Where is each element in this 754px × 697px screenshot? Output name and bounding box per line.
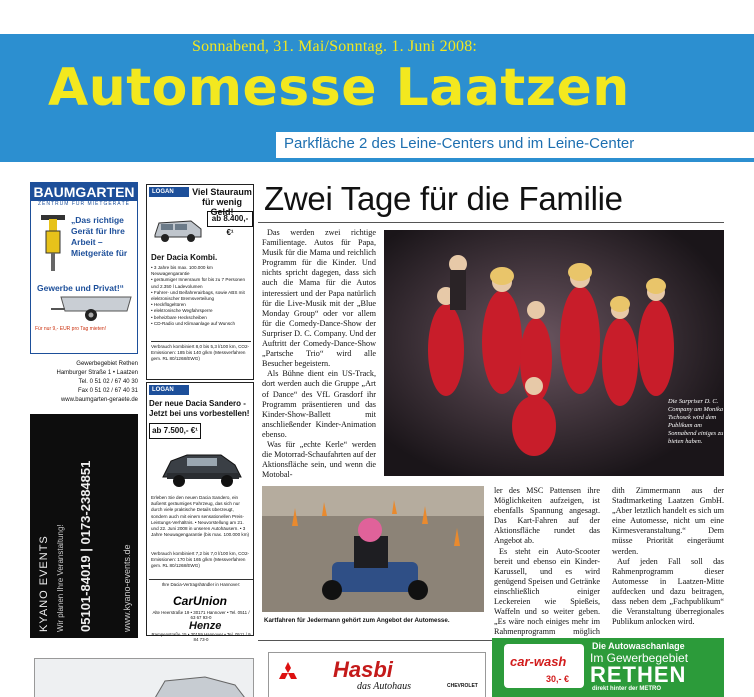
baumgarten-price: Für nur 9,- EUR pro Tag mieten! xyxy=(35,326,107,332)
baumgarten-tagline: ZENTRUM FÜR MIETGERÄTE xyxy=(38,201,130,207)
dacia-kombi-price: ab 8.400,- €¹ xyxy=(207,211,253,227)
feature-item: • elektronische Wegfahrsperre xyxy=(151,308,213,314)
address-line[interactable]: www.baumgarten-geraete.de xyxy=(60,397,138,403)
baumgarten-claim: „Das richtige Gerät für Ihre Arbeit – Mietgeräte für xyxy=(71,215,128,258)
article-column-2 xyxy=(494,486,600,648)
dacia-ad-column xyxy=(146,184,254,642)
photo-caption: Die Surpriser D. C. Company um Monika Tschosek wird dem Publikum am Sonnabend einiges zu bieten haben. xyxy=(668,398,724,445)
baumgarten-logo: BAUMGARTEN xyxy=(31,183,137,201)
car-icon xyxy=(35,659,255,697)
article-column-1 xyxy=(262,228,376,480)
dacia-sandero-consumption: Verbrauch kombiniert 7,2 bis 7,0 l/100 km, CO2-Emissionen: 170 bis 165 g/km (Messverfahren gem. RL 80/1268/EWG) xyxy=(151,551,250,569)
masthead-subtitle: Parkfläche 2 des Leine-Centers und im Leine-Center xyxy=(284,135,635,152)
dealer-intro: Ihre Dacia-Vertragshändler in Hannover: xyxy=(161,582,241,587)
left-ad-column xyxy=(30,182,138,637)
feature-item: • Fahrer- und Beifahrerairbags, sowie ABS mit elektronischer Bremsverteilung xyxy=(151,289,245,302)
car-wash-line-1: Die Autowaschanlage xyxy=(592,641,685,651)
dacia-kombi-features xyxy=(151,265,251,327)
baumgarten-ad[interactable] xyxy=(30,182,138,354)
article-headline: Zwei Tage für die Familie xyxy=(264,180,623,217)
car-wash-logo-text: car-wash xyxy=(510,654,567,669)
masthead-corner xyxy=(0,0,186,34)
dacia-kombi-consumption: Verbrauch kombiniert 8,0 bis 5,3 l/100 km, CO2-Emissionen: 185 bis 140 g/km (Messverfahren gem. RL 80/1268/EWG) xyxy=(151,341,251,363)
logan-logo: LOGAN xyxy=(149,385,189,395)
car-wash-line-4: direkt hinter der METRO xyxy=(592,686,662,692)
kyano-web[interactable]: www.kyano-events.de xyxy=(122,544,132,632)
go-kart-photo xyxy=(262,486,484,612)
masthead-topline xyxy=(186,0,754,34)
paragraph: Als Bühne dient ein US-Track, dort werden auch die Gruppe „Art of Dance“ des VfL Grasdorf ihr Programm präsentieren und das Kinder-Show-Ballett mit anschließender Kinder-Animation ebenso. xyxy=(262,369,376,439)
kyano-events-ad[interactable] xyxy=(30,414,138,638)
chevrolet-logo: CHEVROLET xyxy=(447,683,478,689)
carunion-logo: CarUnion xyxy=(173,594,227,608)
hasbi-logo: Hasbi xyxy=(333,657,393,682)
hasbi-subtitle: das Autohaus xyxy=(357,681,411,692)
dacia-kombi-ad[interactable] xyxy=(146,184,254,380)
hasbi-autohaus-ad[interactable] xyxy=(268,652,486,697)
address-line: Tel. 0 51 02 / 67 40 30 xyxy=(78,379,138,385)
paragraph: Das werden zwei richtige Familientage. Autos für Papa, Musik für die Mama und reichlich Programm für die Kinder. Und nichts spricht dagegen, dass sich auch die Mama für die Autos interessiert und der Papa natürlich für die Live-Musik mit der „Blue Monday Group“ oder vor allem für die Comedy-Dance-Show der Surpriser D. C. Company. Und der Auftritt der Comedy-Dance-Show „Partsche Trio“ wird alle Besucher begeistern. xyxy=(262,228,376,369)
car-wash-line-2: Im Gewerbegebiet xyxy=(590,651,689,665)
photo-caption: Kartfahren für Jedermann gehört zum Angebot der Automesse. xyxy=(264,617,450,624)
kyano-slogan: Wir planen Ihre Veranstaltung! xyxy=(56,524,65,632)
car-wash-price: 30,- € xyxy=(546,674,570,684)
dealer-block xyxy=(149,579,253,642)
car-wash-line-3: RETHEN xyxy=(590,662,687,687)
feature-item: • 3 Jahre bis max. 100.000 km Neuwagengarantie xyxy=(151,265,213,277)
dacia-sandero-description: Erleben Sie den neuen Dacia Sandero, ein äußerst geräumiges Fahrzeug, das sich nur durch viele praktische Details überzeugt, sondern auch mit einem sensationellen Preis-Leistungs-Verhältnis. • Neuvorstellung am 21. und 22. Juni 2008 in unseren Autohäusern. • 3 Jahre Neuwagengarantie (bis max. 100.000 km) xyxy=(151,495,250,538)
dance-group-photo xyxy=(384,230,724,476)
feature-item: • CD-Radio und Klimaanlage auf Wunsch xyxy=(151,320,235,326)
henze-logo: Henze xyxy=(189,620,222,632)
baumgarten-address xyxy=(30,360,138,405)
paragraph: ler des MSC Pattensen ihre Möglichkeiten aufzeigen, ist ebenfalls Spannung angesagt. Das Kart-Fahren auf der Aktionsfläche rundet das Angebot ab. xyxy=(494,486,600,546)
paragraph: Was für „echte Kerle“ werden die Motorrad-Schaufahrten auf der Aktionsfläche sein, und wenn die Motobal- xyxy=(262,439,376,480)
kyano-brand: KYANO EVENTS xyxy=(38,535,50,632)
masthead-subtitle-bar xyxy=(276,132,754,158)
go-kart-illustration xyxy=(262,486,484,612)
car-icon xyxy=(151,211,205,247)
masthead-title: Automesse Laatzen xyxy=(48,58,630,118)
address-line: Fax 0 51 02 / 67 40 31 xyxy=(77,388,138,394)
dacia-sandero-ad[interactable] xyxy=(146,382,254,642)
dacia-kombi-headline: Viel Stauraum für wenig Geld! xyxy=(192,187,252,217)
dacia-kombi-model: Der Dacia Kombi. xyxy=(151,253,218,262)
headline-divider xyxy=(258,222,724,223)
dacia-sandero-price: ab 7.500,- €¹ xyxy=(149,423,201,439)
article-column-3 xyxy=(612,486,724,627)
feature-item: • beheizbare Heckscheiben xyxy=(151,314,207,320)
henze-address: Rampenstraße 15 • 30159 Hannover • Tel. 0511 / 9 84 73-0 xyxy=(151,632,251,642)
baumgarten-claim-2: Gewerbe und Privat!“ xyxy=(37,283,124,293)
masthead-date: Sonnabend, 31. Mai/Sonntag. 1. Juni 2008: xyxy=(192,38,478,55)
paragraph: Es steht ein Auto-Scooter bereit und ebenso ein Kinder-Karussell, und es wird genügend Speisen und Getränke einschließlich einiger Leckereien wie Spießeis, Waffeln und so weiter geben. „Es wäre noch einiges mehr im Rahmenprogramm möglich xyxy=(494,546,600,637)
address-line: Gewerbegebiet Rethen xyxy=(76,361,138,367)
address-line: Hamburger Straße 1 • Laatzen xyxy=(56,370,138,376)
feature-item: • geräumiger Innenraum für bis zu 7 Personen und 2.350 l Ladevolumen xyxy=(151,277,246,289)
feature-item: • Heckflügeltüren xyxy=(151,302,186,308)
carunion-address: Alte Heerstraße 19 • 30171 Hannover • Tel. 0511 / 63 67 93-0 xyxy=(152,610,250,620)
trailer-icon xyxy=(51,293,135,323)
mitsubishi-logo-icon xyxy=(277,661,299,683)
car-wash-ad[interactable] xyxy=(492,638,724,697)
kyano-phone: 05101-84019 | 0173-2384851 xyxy=(78,460,93,632)
masthead xyxy=(0,0,754,162)
car-dealer-ad[interactable] xyxy=(34,658,254,697)
logan-logo: LOGAN xyxy=(149,187,189,197)
paragraph: Auf jeden Fall soll das Rahmenprogramm dieser Automesse in Laatzen-Mitte aufdecken und dazu beitragen, dass neben dem „Fachpublikum“ die Veranstaltung überregionales Publikum anlocken wird. xyxy=(612,556,724,627)
jackhammer-icon xyxy=(37,213,69,273)
car-wash-logo xyxy=(504,644,584,688)
dacia-sandero-headline: Der neue Dacia Sandero - Jetzt bei uns vorbestellen! xyxy=(149,399,250,418)
car-icon xyxy=(157,443,247,491)
paragraph: dith Zimmermann aus der Stadtmarketing Laatzen GmbH. „Aber letztlich handelt es sich um eine Automesse, nicht um eine Kirmesveranstaltung.“ Dem müsse Priorität eingeräumt werden. xyxy=(612,486,724,556)
